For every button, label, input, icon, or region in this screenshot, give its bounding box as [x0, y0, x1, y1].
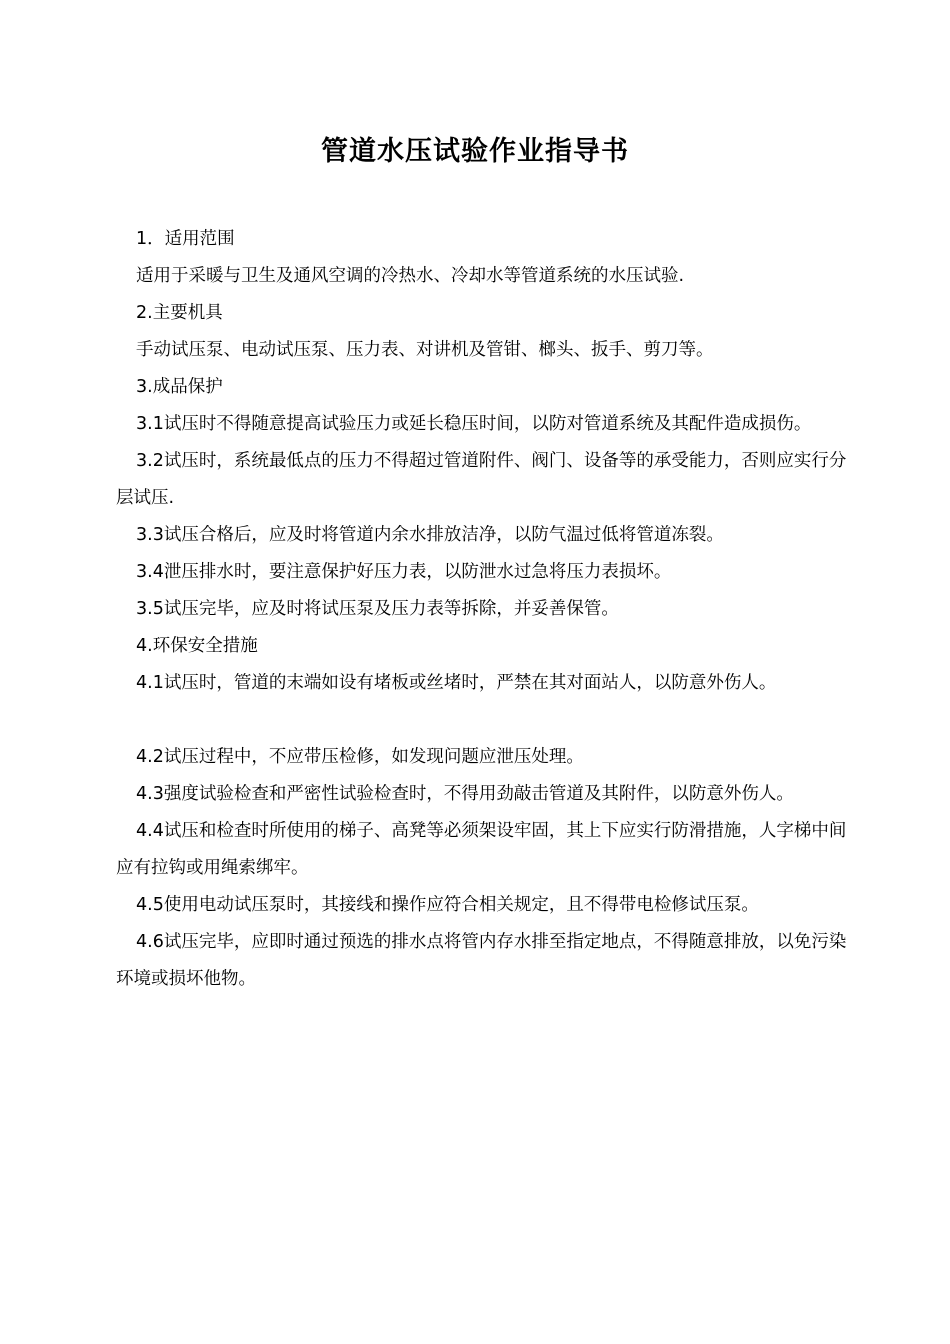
paragraph-4-5: 4.5使用电动试压泵时，其接线和操作应符合相关规定，且不得带电检修试压泵。: [136, 895, 759, 915]
paragraph-tools: 手动试压泵、电动试压泵、压力表、对讲机及管钳、榔头、扳手、剪刀等。: [136, 340, 714, 360]
paragraph-scope: 适用于采暖与卫生及通风空调的冷热水、冷却水等管道系统的水压试验.: [136, 266, 685, 286]
section-heading-safety: 4.环保安全措施: [136, 636, 258, 656]
paragraph-3-1: 3.1试压时不得随意提高试验压力或延长稳压时间，以防对管道系统及其配件造成损伤。: [136, 414, 812, 434]
paragraph-4-6: 4.6试压完毕，应即时通过预选的排水点将管内存水排至指定地点，不得随意排放，以免污染环境或损坏他物。: [116, 932, 847, 989]
paragraph-4-3: 4.3强度试验检查和严密性试验检查时，不得用劲敲击管道及其附件，以防意外伤人。: [136, 784, 794, 804]
paragraph-4-2: 4.2试压过程中，不应带压检修，如发现问题应泄压处理。: [136, 747, 584, 767]
paragraph-3-5: 3.5试压完毕，应及时将试压泵及压力表等拆除，并妥善保管。: [136, 599, 619, 619]
document-body: [116, 221, 850, 998]
blank-line: [116, 702, 850, 739]
paragraph-3-4: 3.4泄压排水时，要注意保护好压力表，以防泄水过急将压力表损坏。: [136, 562, 672, 582]
section-heading-scope: 1．适用范围: [136, 229, 235, 249]
paragraph-4-1: 4.1试压时，管道的末端如设有堵板或丝堵时，严禁在其对面站人，以防意外伤人。: [136, 673, 777, 693]
document-title: 管道水压试验作业指导书: [321, 136, 629, 167]
paragraph-3-2: 3.2试压时，系统最低点的压力不得超过管道附件、阀门、设备等的承受能力，否则应实行分层试压.: [116, 451, 847, 508]
paragraph-3-3: 3.3试压合格后，应及时将管道内余水排放洁净，以防气温过低将管道冻裂。: [136, 525, 724, 545]
paragraph-4-4: 4.4试压和检查时所使用的梯子、高凳等必须架设牢固，其上下应实行防滑措施，人字梯中间应有拉钩或用绳索绑牢。: [116, 821, 847, 878]
section-heading-tools: 2.主要机具: [136, 303, 223, 323]
section-heading-protection: 3.成品保护: [136, 377, 223, 397]
